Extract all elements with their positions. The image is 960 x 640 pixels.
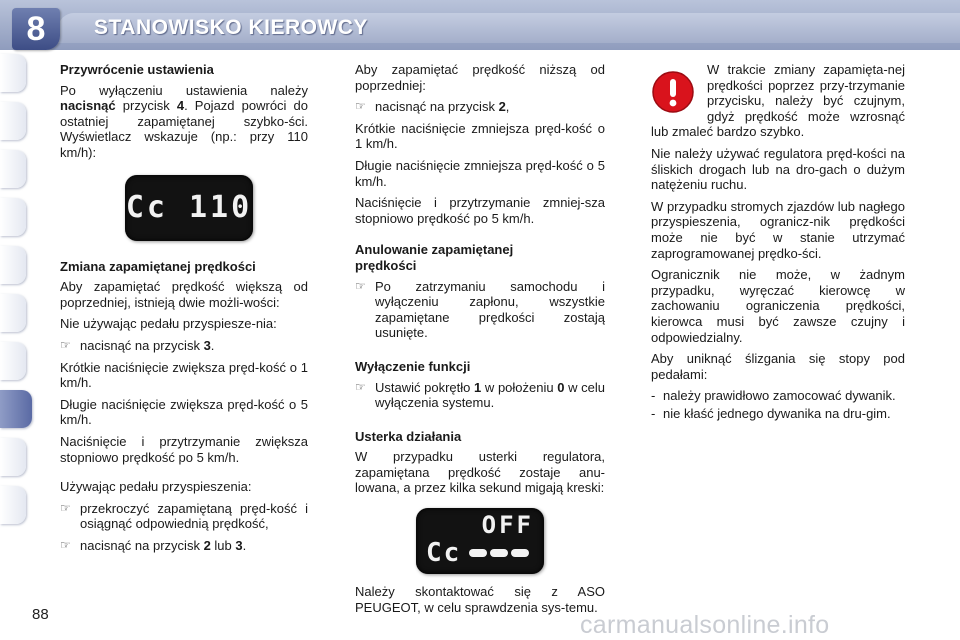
chapter-tab-10[interactable] <box>0 486 26 524</box>
button-number: 3 <box>203 337 211 353</box>
paragraph: Krótkie naciśnięcie zwiększa pręd-kość o 1 km/h. <box>60 359 308 391</box>
pointing-hand-icon: ☞ <box>355 379 366 394</box>
chapter-number-badge: 8 <box>12 8 60 50</box>
dash-text: nie kłaść jednego dywanika na dru-gim. <box>663 405 891 421</box>
paragraph: Ogranicznik nie może, w żadnym przypadku, wyręczać kierowcę w zachowaniu ograniczenia prędkości, kierowca musi być zawsze czujny i odpowiedzialny. <box>651 267 905 345</box>
dash-3 <box>511 549 529 557</box>
bullet-item <box>60 538 308 554</box>
text-run: nacisnąć na przycisk <box>80 537 204 553</box>
dash-item <box>651 406 905 422</box>
text-run: , <box>505 99 510 115</box>
chapter-tab-9[interactable] <box>0 438 26 476</box>
paragraph: Używając pedału przyspieszenia: <box>60 479 252 495</box>
display-off-text: OFF <box>481 511 534 540</box>
dash-item <box>651 388 905 404</box>
bullet-text <box>375 99 605 115</box>
dash-2 <box>490 549 508 557</box>
text-run: w położeniu <box>481 379 558 395</box>
section-heading-restore: Przywrócenie ustawienia <box>60 62 214 77</box>
pointing-hand-icon: ☞ <box>60 537 71 552</box>
speed-display-off-dashes <box>416 508 544 574</box>
bullet-text <box>375 380 605 411</box>
paragraph: Naciśnięcie i przytrzymanie zmniej-sza stopniowo prędkość po 5 km/h. <box>355 195 605 226</box>
bullet-item <box>355 279 605 341</box>
watermark: carmanualsonline.info <box>580 611 830 639</box>
chapter-tabs <box>0 54 34 534</box>
chapter-tab-2[interactable] <box>0 102 26 140</box>
chapter-tab-6[interactable] <box>0 294 26 332</box>
pointing-hand-icon: ☞ <box>355 99 366 114</box>
display-cc-text: Cc <box>426 538 462 569</box>
paragraph: W przypadku usterki regulatora, zapamiętana prędkość zostaje anu-lowana, a przez kilka sekund migają kreski: <box>355 449 605 496</box>
knob-position: 0 <box>557 379 565 395</box>
paragraph: Aby uniknąć ślizgania się stopy pod pedałami: <box>651 351 905 382</box>
page-header <box>0 0 960 50</box>
text-column-2 <box>355 62 605 621</box>
knob-number: 1 <box>474 379 482 395</box>
paragraph: W trakcie zmiany zapamięta-nej prędkości poprzez przy-trzymanie przycisku, należy być czujnym, gdyż prędkość może wzrosnąć lub zmaleć bardzo szybko. <box>651 62 905 140</box>
dash-1 <box>469 549 487 557</box>
warning-exclamation-icon <box>651 70 695 114</box>
text-run: . <box>242 537 247 553</box>
chapter-tab-4[interactable] <box>0 198 26 236</box>
bullet-text <box>80 338 308 354</box>
text-run: przycisk <box>115 98 177 114</box>
display-figure-2 <box>355 508 605 574</box>
bullet-item <box>355 380 605 411</box>
bullet-text <box>80 538 308 554</box>
dash-mark: - <box>651 405 656 421</box>
paragraph: Nie należy używać regulatora pręd-kości na śliskich drogach lub na dro-gach o dużym natężeniu ruchu. <box>651 145 905 193</box>
chapter-tab-3[interactable] <box>0 150 26 188</box>
bullet-text: przekroczyć zapamiętaną pręd-kość i osiągnąć odpowiednią prędkość, <box>80 500 308 532</box>
bullet-item <box>60 338 308 354</box>
text-run-bold: nacisnąć <box>60 98 116 114</box>
text-run: . Pojazd powróci do ostatniej zapamiętanej szybko-ści. Wyświetlacz wskazuje (np.: przy 110 km/h): <box>60 98 309 160</box>
section-heading-change-speed: Zmiana zapamiętanej prędkości <box>60 258 256 274</box>
paragraph: Aby zapamiętać prędkość niższą od poprzedniej: <box>355 62 605 93</box>
bullet-text: Po zatrzymaniu samochodu i wyłączeniu zapłonu, wszystkie zapamiętane prędkości zostają usunięte. <box>375 278 605 341</box>
bullet-item <box>355 99 605 115</box>
chapter-tab-5[interactable] <box>0 246 26 284</box>
bullet-item <box>60 501 308 532</box>
paragraph: Krótkie naciśnięcie zmniejsza pręd-kość o 1 km/h. <box>355 120 605 152</box>
dash-mark: - <box>651 388 656 404</box>
pointing-hand-icon: ☞ <box>60 337 71 352</box>
pointing-hand-icon: ☞ <box>355 278 366 293</box>
button-number: 4 <box>176 98 185 114</box>
button-number: 3 <box>235 537 243 553</box>
text-run: nacisnąć na przycisk <box>80 337 204 353</box>
text-run: nacisnąć na przycisk <box>375 99 499 115</box>
page-title: STANOWISKO KIEROWCY <box>94 16 368 39</box>
paragraph: W przypadku stromych zjazdów lub nagłego przyspieszenia, ogranicz-nik prędkości może nie być w stanie utrzymać zaprogramowanej prędko-ści. <box>651 198 905 261</box>
text-run: Ustawić pokrętło <box>375 379 475 395</box>
display-cc-row <box>426 538 534 568</box>
section-heading-fault: Usterka działania <box>355 428 462 444</box>
section-heading-cancel: Anulowanie zapamiętanej prędkości <box>355 242 514 273</box>
text-column-3 <box>651 62 905 423</box>
text-run: w celu wyłączenia systemu. <box>375 379 605 411</box>
page-number: 88 <box>32 606 49 623</box>
chapter-tab-7[interactable] <box>0 342 26 380</box>
text-column-1 <box>60 62 308 559</box>
paragraph: Należy skontaktować się z ASO PEUGEOT, w celu sprawdzenia sys-temu. <box>355 584 605 615</box>
paragraph: Naciśnięcie i przytrzymanie zwiększa stopniowo prędkość po 5 km/h. <box>60 433 308 465</box>
section-heading-disable: Wyłączenie funkcji <box>355 358 471 374</box>
paragraph: Aby zapamiętać prędkość większą od poprzedniej, istnieją dwie możli-wości: <box>60 279 308 310</box>
paragraph <box>60 83 308 161</box>
text-run: Po wyłączeniu ustawienia należy <box>60 82 308 98</box>
display-figure-1 <box>60 175 308 241</box>
button-number: 2 <box>203 537 211 553</box>
blinking-dashes <box>469 549 529 557</box>
pointing-hand-icon: ☞ <box>60 500 71 515</box>
text-run: . <box>210 337 215 353</box>
chapter-tab-1[interactable] <box>0 54 26 92</box>
dash-text: należy prawidłowo zamocować dywanik. <box>663 388 896 404</box>
chapter-tab-8-active[interactable] <box>0 390 32 428</box>
text-run: lub <box>210 537 236 553</box>
button-number: 2 <box>498 99 506 115</box>
paragraph: Długie naciśnięcie zwiększa pręd-kość o 5 km/h. <box>60 396 308 428</box>
paragraph: Długie naciśnięcie zmniejsza pręd-kość o 5 km/h. <box>355 157 605 189</box>
speed-display-cc110: Cc 110 <box>125 175 253 241</box>
paragraph: Nie używając pedału przyspiesze-nia: <box>60 316 277 332</box>
